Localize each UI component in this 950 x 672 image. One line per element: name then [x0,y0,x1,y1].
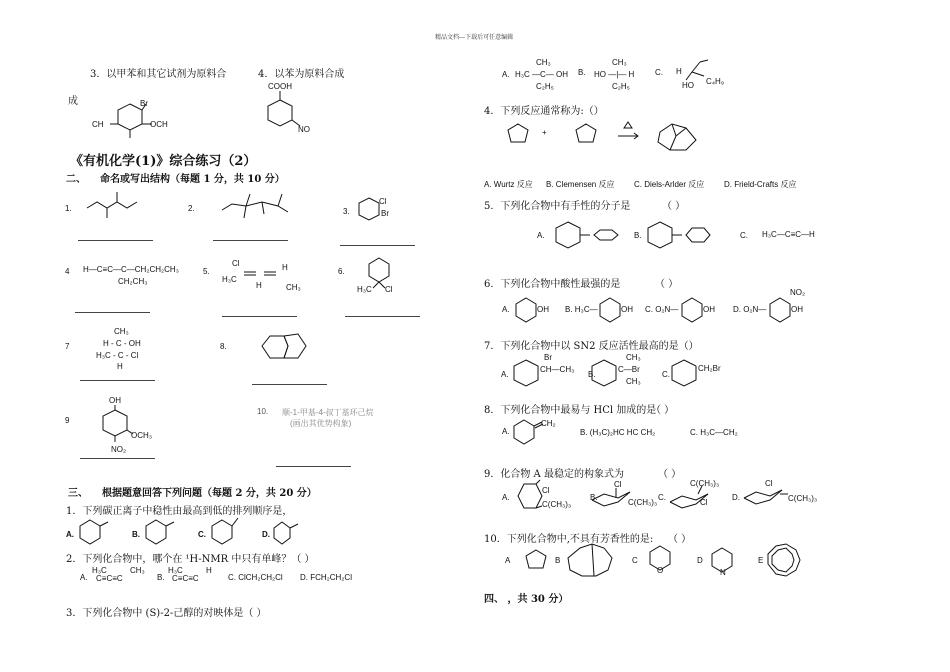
item-1-number: 1. [65,204,72,213]
r-q6-opt-b: B. H₃C— [565,305,598,314]
item-10-number: 10. [257,407,269,416]
r-q5-opt-b: B. [634,231,642,240]
s3-q2-b-h3c: H₃C [168,566,183,575]
item-9-structure [95,396,165,456]
r-q6-paren: （ ） [655,279,679,290]
r-q8-opt-a: A. [502,427,510,436]
r-q6-a-oh: OH [537,305,549,314]
r-q5-opt-a: A. [537,231,545,240]
r-q8-paren: （ ） [651,405,675,416]
exercise-title: 《有机化学(1)》综合练习（2） [70,154,257,169]
r-q9-opt-d: D. [732,493,740,502]
r-q3-b-mid: HO —|— H [594,70,635,79]
r-q9-b-cl: Cl [614,480,622,489]
r-q6-phenol-rings [512,288,812,328]
item-9-oh: OH [109,396,121,405]
item-9-number: 9 [65,416,70,425]
answer-line-7 [80,380,155,381]
answer-line-8 [252,384,327,385]
section-2-title: 命名或写出结构（每题 1 分，共 10 分） [100,174,285,185]
section-3-number: 三、 [68,488,88,499]
item-8-hydrindane-structure [258,332,318,364]
item-4-formula-branch: CH₂CH₃ [118,277,148,286]
r-q3-b-top: CH₃ [612,58,627,67]
r-q8-a-ch2: CH₂ [541,419,556,428]
item-7-line-1: CH₃ [114,327,129,336]
r-q9-paren: （ ） [658,469,682,480]
r-q6-opt-c: C. O₂N— [645,305,679,314]
r-q3-c-ho: HO [682,81,694,90]
r-q9-b-tbu: C(CH₃)₃ [628,498,658,507]
r-q4-opt-d: D. Frield-Crafts 反应 [724,180,797,189]
r-q3-opt-b: B. [578,68,586,77]
synthesis-target-1-structure [88,98,178,142]
r-q7-b-bot: CH₃ [626,377,641,386]
r-q5-opt-c: C. [740,231,748,240]
item-2-number: 2. [188,204,195,213]
item-5-ch3: CH₃ [286,283,301,292]
target2-no2: NO [298,125,310,134]
r-q10-opt-c: C [632,556,638,565]
item-10-subtext: (画出其优势构象) [290,419,352,428]
r-q9-d-tbu: C(CH₃)₃ [788,494,818,503]
s3-q1-opt-a: A. [66,530,74,539]
r-q3-a-bot: C₂H₅ [536,82,554,91]
item-5-structure [220,258,305,298]
r-q5-biphenyl-structures [548,212,738,260]
r-q4-opt-c: C. Diels-Arlder 反应 [634,180,705,189]
answer-line-6 [345,316,420,317]
left-q4-label: 4．以苯为原料合成 [258,69,345,80]
r-q10-text: 10．下列化合物中,不具有芳香性的是: [484,534,654,545]
s3-q1-opt-c: C. [198,530,206,539]
r-q7-a-chain: CH—CH₃ [540,365,575,374]
r-q10-opt-e: E [758,556,764,565]
r-q3-c-structure [672,56,732,90]
s3-q2-a-ch3: CH₃ [130,566,145,575]
item-3-number: 3. [343,207,350,216]
r-q9-c-cl: Cl [700,498,708,507]
answer-line-10 [276,466,351,467]
s3-q2-opt-c: C. ClCH₂CH₂Cl [228,573,283,582]
r-q7-opt-c: C. [662,370,670,379]
s3-q3-text: 3．下列化合物中 (S)-2-己醇的对映体是（ ） [66,608,267,619]
target1-br: Br [140,99,148,108]
r-q10-d-n: N [720,568,726,577]
r-q7-b-top: CH₃ [626,353,641,362]
s3-q2-a-h3c: H₃C [92,566,107,575]
item-6-structure [355,256,410,296]
item-1-skeletal-structure [85,190,145,220]
r-q9-a-cl: Cl [542,486,550,495]
synthesis-target-2-structure [258,80,328,135]
r-q3-c-h: H [676,67,682,76]
r-q3-a-top: CH₃ [536,58,551,67]
item-6-number: 6. [338,267,345,276]
item-3-cl: Cl [379,197,387,206]
r-q4-opt-b: B. Clemensen 反应 [546,180,615,189]
r-q10-opt-b: B [555,556,561,565]
item-7-line-4: H [117,362,123,371]
s3-q2-opt-a: A. [80,573,88,582]
r-q8-opt-c: C. H₃C—CH₂ [690,428,738,437]
r-q4-plus: + [542,128,547,137]
r-q3-b-bot: C₂H₅ [612,82,630,91]
item-9-och3: OCH₃ [131,431,153,440]
r-q7-opt-a: A. [501,370,509,379]
r-q9-opt-a: A. [502,493,510,502]
r-q8-opt-b: B. (H₃C)₂HC HC CH₂ [580,428,656,437]
s3-q2-text: 2．下列化合物中，哪个在 ¹H-NMR 中只有单峰？（ ） [66,554,315,565]
target1-ch3: CH [92,120,104,129]
r-q6-text: 6．下列化合物中酸性最强的是 [484,279,621,290]
r-q3-c-c4h9: C₄H₉ [706,77,724,86]
answer-line-5 [222,316,297,317]
r-q10-paren: （ ） [668,534,692,545]
r-q7-text: 7．下列化合物中以 SN2 反应活性最高的是（） [484,341,699,352]
item-4-formula-main: H—C≡C—C—CH₂CH₂CH₃ [83,265,179,274]
r-q9-d-cl: Cl [765,479,773,488]
s3-q2-a-chain: C≡C≡C [96,574,123,583]
target1-och3: OCH [150,120,168,129]
r-q8-text: 8．下列化合物中最易与 HCl 加成的是 [484,405,657,416]
answer-line-9 [80,458,155,459]
item-7-line-3: H₃C - C - Cl [96,351,139,360]
item-3-br: Br [381,209,389,218]
item-3-structure [357,195,407,225]
s3-q1-text: 1．下列碳正离子中稳性由最高到低的排列顺序是， [66,506,293,517]
item-5-number: 5. [203,267,210,276]
r-q9-conformers [512,478,822,518]
r-q7-b-mid: C—Br [618,365,640,374]
item-4-number: 4 [65,267,70,276]
s3-q1-opt-b: B. [132,530,140,539]
item-2-skeletal-structure [218,186,293,222]
s3-q2-b-chain: C≡C≡C [172,574,199,583]
r-q5-paren: （ ） [662,201,686,212]
s3-q2-b-h: H [206,566,212,575]
r-q5-c-formula: H₃C—C≡C—H [762,230,815,239]
r-q5-text: 5．下列化合物中有手性的分子是 [484,201,631,212]
r-q9-opt-b: B. [590,493,598,502]
r-q9-opt-c: C. [658,493,666,502]
left-q3-cont: 成 [68,96,78,107]
r-q6-b-oh: OH [621,305,633,314]
item-5-h3c: H₃C [222,275,237,284]
target2-cooh: COOH [268,82,292,91]
answer-line-3 [340,245,415,246]
r-q9-c-tbu: C(CH₃)₃ [690,479,720,488]
r-q4-opt-a: A. Wurtz 反应 [484,180,533,189]
section-2-number: 二、 [66,174,86,185]
answer-line-2 [213,240,288,241]
r-q6-c-oh: OH [703,305,715,314]
section-3-title: 根据题意回答下列问题（每题 2 分，共 20 分） [102,488,317,499]
r-q6-d-no2: NO₂ [790,288,806,297]
s3-q1-opt-d: D. [262,530,270,539]
item-8-number: 8. [220,342,227,351]
item-5-h-top: H [282,263,288,272]
r-q6-opt-d: D. O₂N— [733,305,767,314]
item-9-no2: NO₂ [111,445,127,454]
r-q4-diels-alder-reaction [506,118,706,158]
r-q7-a-br: Br [544,353,552,362]
r-q9-a-tbu: C(CH₃)₃ [542,500,572,509]
section-4-title: 四、 ，共 30 分） [484,594,569,605]
r-q3-a-mid: H₃C —C— OH [515,70,569,79]
item-6-h3c: H₃C [357,285,372,294]
answer-line-4 [75,312,150,313]
r-q9-text: 9．化合物 A 最稳定的构象式为 [484,469,624,480]
s3-q1-carbocation-rings [76,514,316,546]
r-q7-c-chain: CH₂Br [698,364,721,373]
item-7-line-2: H - C - OH [103,339,141,348]
item-7-number: 7 [65,342,70,351]
s3-q2-opt-d: D. FCH₂CH₂Cl [300,573,352,582]
page-watermark: 精品文档---下载后可任意编辑 [435,34,514,41]
left-q3-label: 3．以甲苯和其它试剂为原料合 [90,69,227,80]
answer-line-1 [78,240,153,241]
r-q6-d-oh: OH [791,305,803,314]
item-10-text: 顺-1-甲基-4-叔丁基环己烷 [282,408,374,417]
item-6-cl: Cl [385,285,393,294]
item-5-cl: Cl [232,259,240,268]
r-q3-opt-c: C. [655,68,663,77]
r-q7-opt-b: B. [588,370,596,379]
item-5-h-bottom: H [256,281,262,290]
r-q10-c-o: O [657,566,664,575]
r-q10-ring-structures [520,540,810,584]
r-q6-opt-a: A. [502,305,510,314]
r-q10-opt-d: D [697,556,703,565]
r-q3-opt-a: A. [502,70,510,79]
s3-q2-opt-b: B. [157,573,165,582]
r-q4-text: 4．下列反应通常称为:（） [484,106,604,117]
r-q10-opt-a: A [505,556,511,565]
